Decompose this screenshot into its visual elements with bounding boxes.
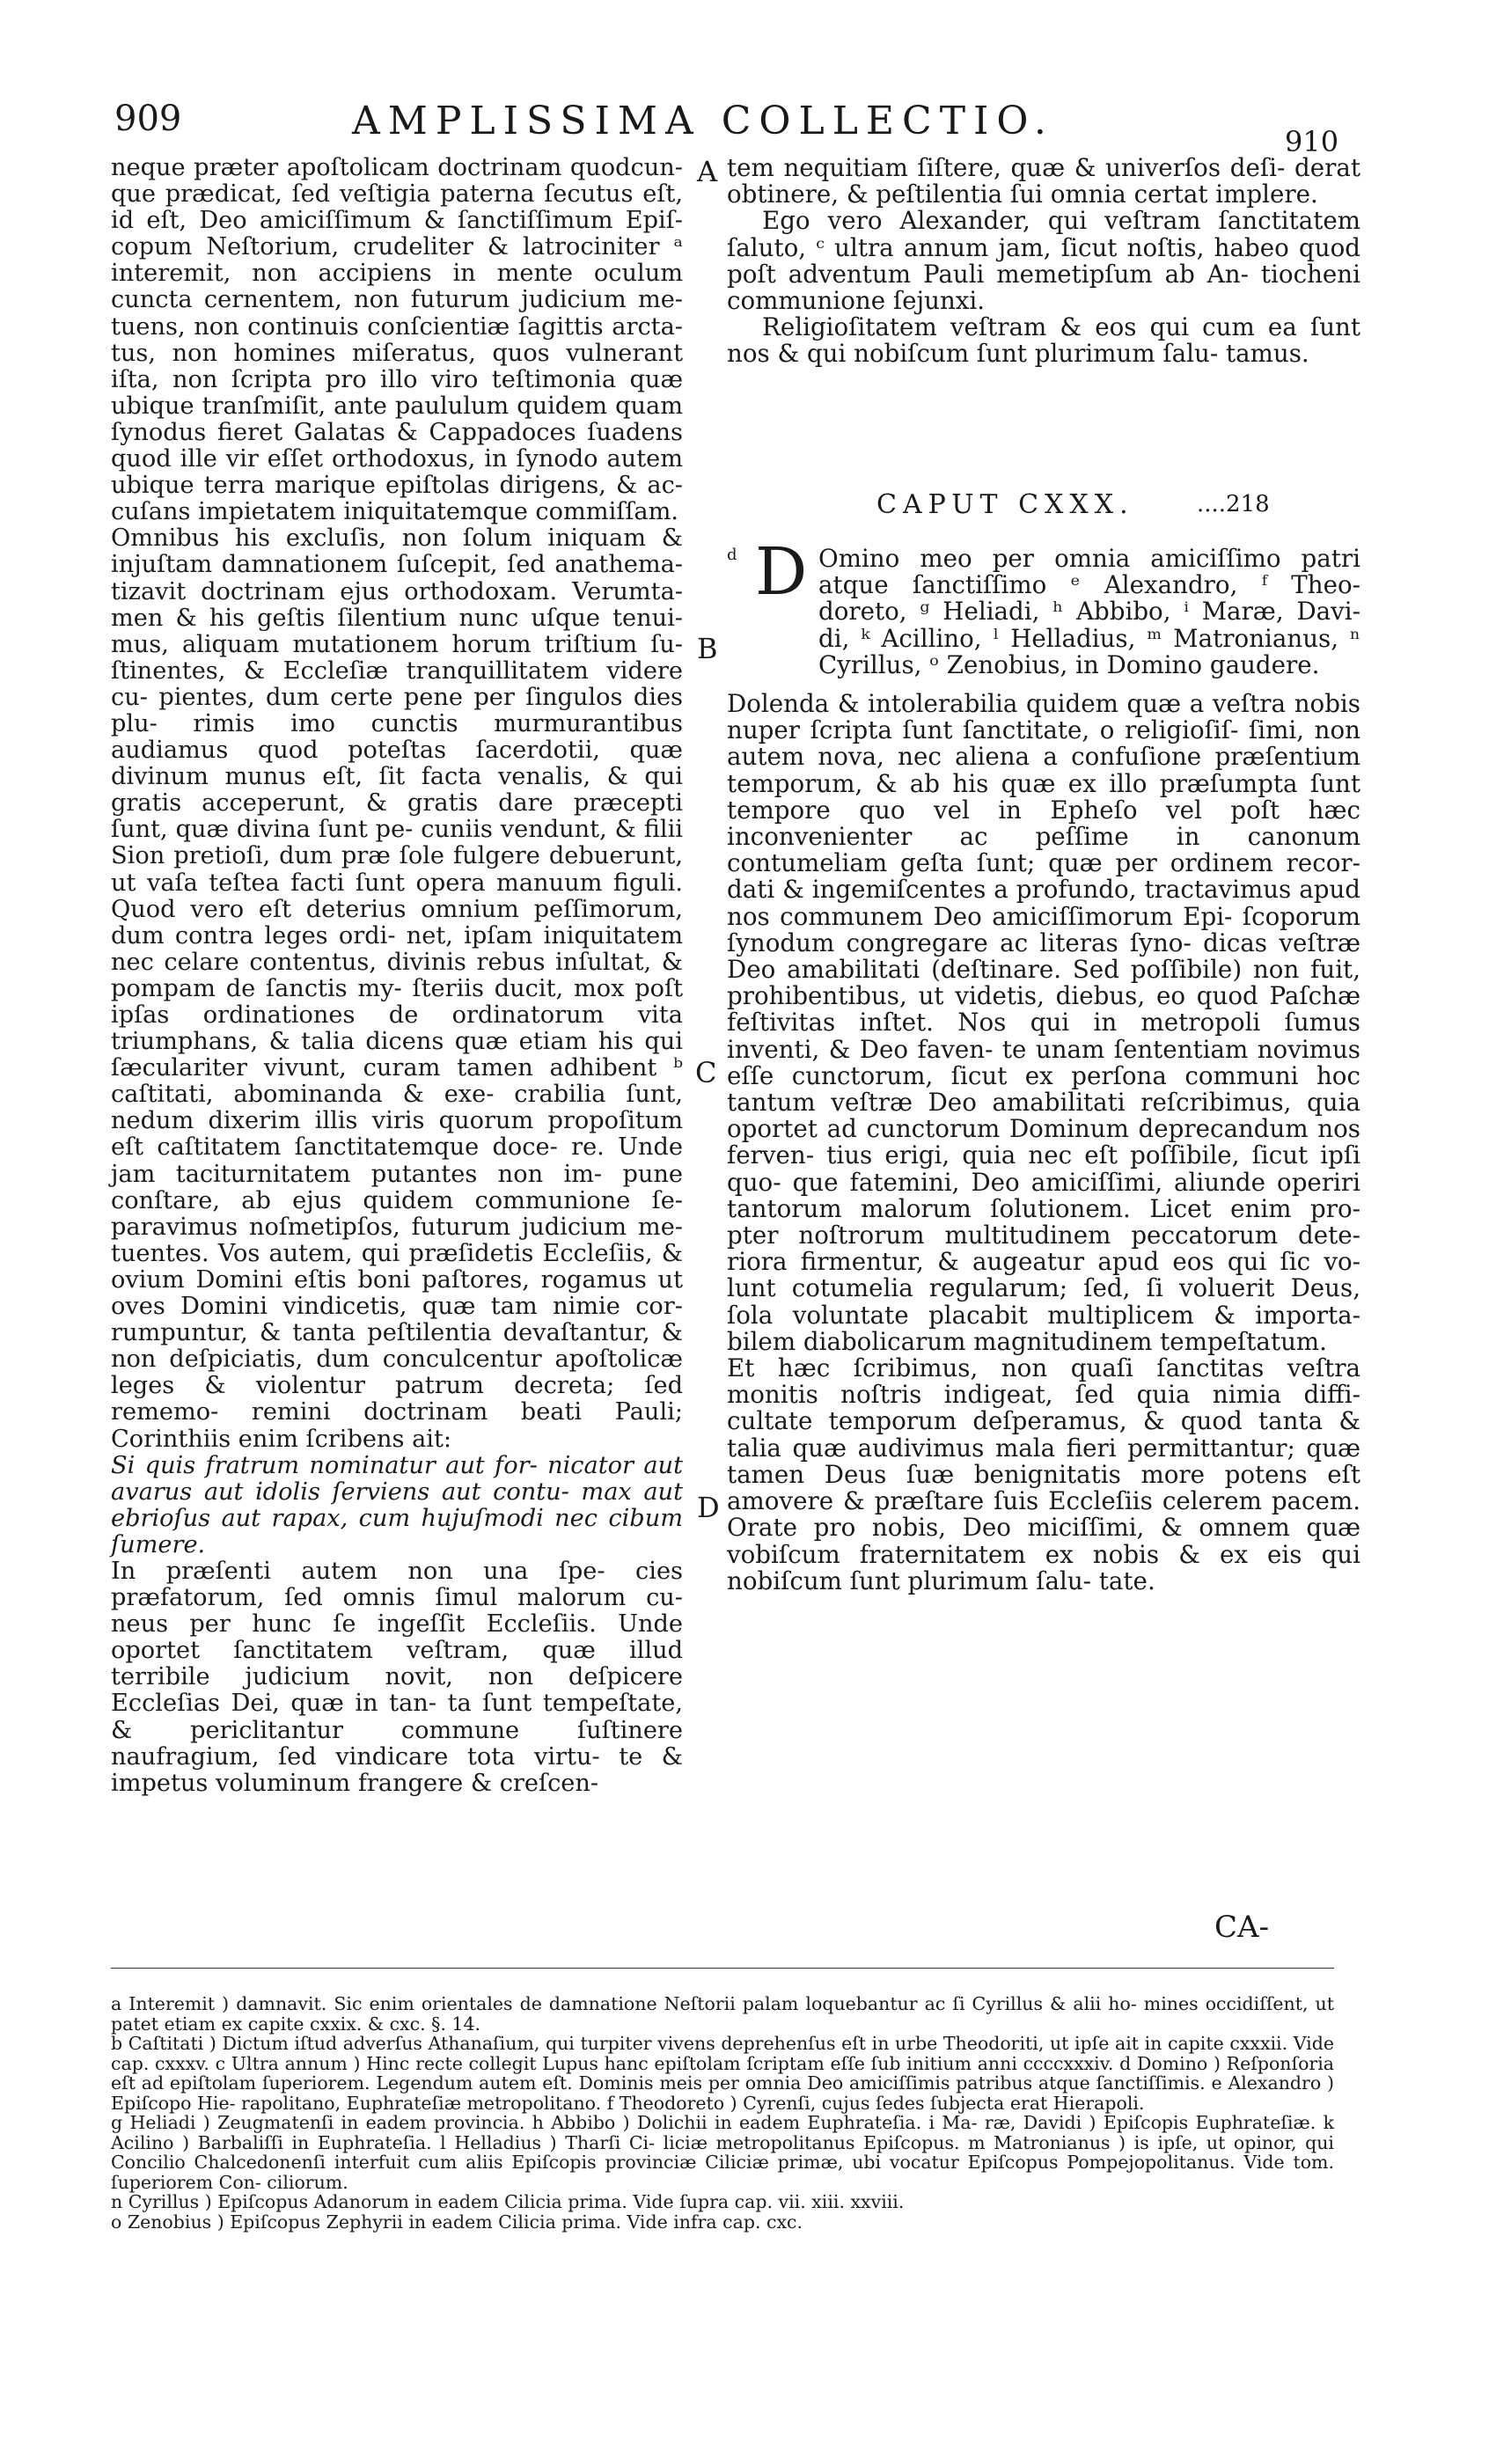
- running-title: AMPLISSIMA COLLECTIO.: [352, 99, 1054, 143]
- right-paragraph-2: Ego vero Alexander, qui veſtram ſanctitatem ſaluto, ᶜ ultra annum jam, ſicut noſtis, habeo quod poſt adventum Pauli memetipſum ab An- tiocheni communione ſejunxi.: [727, 206, 1360, 316]
- catchword: CA-: [1214, 1910, 1270, 1945]
- margin-letter-b: B: [697, 632, 718, 665]
- letter-salutation: [818, 546, 1360, 678]
- footnote-g-m: g Heliadi ) Zeugmatenſi in eadem provincia. h Abbibo ) Dolichii in eadem Euphrateſia. i Ma- ræ, Davidi ) Epiſcopis Euphrateſiæ. k Acilino ) Barbaliſſi in Euphrateſia. l Helladius ) Tharſi Ci- liciæ metropolitanus Epiſcopus. m Matronianus ) is ipſe, ut opinor, qui Concilio Chalcedonenſi interfuit cum aliis Epiſcopis provinciæ Ciliciæ primæ, ubi vocatur Epiſcopus Pompejopolitanus. Vide tom. ſuperiorem Con- ciliorum.: [111, 2112, 1334, 2193]
- footnote-o: o Zenobius ) Epiſcopus Zephyrii in eadem Cilicia prima. Vide infra cap. cxc.: [111, 2211, 803, 2233]
- letter-opening: Omino meo per omnia amiciſſimo patri atque ſanctiſſimo ᵉ Alexandro, ᶠ Theo- doreto, ᵍ Heliadi, ʰ Abbibo, ⁱ Maræ, Davi- di, ᵏ Acillino, ˡ Helladius, ᵐ Matronianus, ⁿ Cyrillus, ᵒ Zenobius, in Domino gaudere.: [818, 544, 1360, 679]
- margin-letter-d: D: [697, 1491, 720, 1524]
- footnote-b-f: b Caſtitati ) Dictum iſtud adverſus Athanaſium, qui turpiter vivens deprehenſus eſt in urbe Theodoriti, ut ipſe ait in capite cxxxii. Vide cap. cxxxv. c Ultra annum ) Hinc recte collegit Lupus hanc epiſtolam ſcriptam eſſe ſub initium anni ccccxxxiv. d Domino ) Reſponſoria eſt ad epiſtolam ſuperiorem. Legendum autem eſt. Dominis meis per omnia Deo amiciſſimis patribus atque ſanctiſſimis. e Alexandro ) Epiſcopo Hie- rapolitano, Euphrateſiæ metropolitano. f Theodoreto ) Cyrenſi, cujus ſedes ſubjecta erat Hierapoli.: [111, 2033, 1334, 2114]
- left-paragraph-1: neque præter apoſtolicam doctrinam quodcun- que prædicat, ſed veſtigia paterna ſecutus eſt, id eſt, Deo amiciſſimum & ſanctiſſimum Epiſ- copum Neſtorium, crudeliter & latrociniter ᵃ interemit, non accipiens in mente oculum cuncta cernentem, non futurum judicium me- tuens, non continuis conſcientiæ ſagittis arcta- tus, non homines miſeratus, quos vulnerant iſta, non ſcripta pro illo viro teſtimonia quæ ubique tranſmiſit, ante paululum quidem quam ſynodus fieret Galatas & Cappadoces ſuadens quod ille vir eſſet orthodoxus, in ſynodo autem ubique terra marique epiſtolas dirigens, & ac- cuſans impietatem iniquitatemque commiſſam.: [111, 154, 683, 526]
- right-paragraph-3: Religioſitatem veſtram & eos qui cum ea ſunt nos & qui nobiſcum ſunt plurimum ſalu- tamus.: [727, 312, 1360, 369]
- footnote-rule: [111, 1968, 1334, 1969]
- page-number-right: 910: [1285, 125, 1339, 158]
- left-column: [111, 155, 683, 1797]
- right-column-top: [727, 155, 1360, 368]
- footnote-n: n Cyrillus ) Epiſcopus Adanorum in eadem Cilicia prima. Vide ſupra cap. vii. xiii. xxviii.: [111, 2191, 905, 2212]
- left-paragraph-quote: Si quis fratrum nominatur aut for- nicator aut avarus aut idolis ſerviens aut contu- max aut ebrioſus aut rapax, cum hujuſmodi nec cibum ſumere.: [111, 1451, 683, 1558]
- page-number-left: 909: [114, 99, 182, 139]
- margin-letter-a: A: [697, 155, 718, 188]
- letter-body: [727, 691, 1360, 1595]
- footnotes: [111, 1994, 1334, 2232]
- letter-paragraph-2: Et hæc ſcribimus, non quaſi ſanctitas veſtra monitis noſtris indigeat, ſed quia nimia diffi- cultate temporum deſperamus, & quod tanta & talia quæ audivimus mala fieri permittantur; quæ tamen Deus ſuæ benignitatis more potens eſt amovere & præſtare ſuis Eccleſiis celerem pacem. Orate pro nobis, Deo miciſſimi, & omnem quæ vobiſcum fraternitatem ex nobis & ex eis qui nobiſcum ſunt plurimum ſalu- tate.: [727, 1353, 1360, 1595]
- margin-letter-c: C: [695, 1056, 717, 1089]
- caput-reference: ....218: [1197, 491, 1270, 517]
- drop-capital: D: [755, 534, 808, 610]
- note-marker-d: d: [727, 546, 737, 564]
- letter-paragraph-1: Dolenda & intolerabilia quidem quæ a veſtra nobis nuper ſcripta ſunt ſanctitate, o religioſiſ- ſimi, non autem nova, nec aliena a confuſione præſentium temporum, & ab his quæ ex illo præſumpta ſunt tempore quo vel in Epheſo vel poſt hæc inconvenienter ac peſſime in canonum contumeliam geſta ſunt; quæ per ordinem recor- dati & ingemiſcentes a profundo, tractavimus apud nos communem Deo amiciſſimorum Epi- ſcoporum ſynodum congregare ac literas ſyno- dicas veſtræ Deo amabilitati (deſtinare. Sed poſſibile) non fuit, prohibentibus, ut videtis, diebus, eo quod Paſchæ feſtivitas inſtet. Nos qui in metropoli ſumus inventi, & Deo faven- te unam ſententiam novimus eſſe cunctorum, ſicut ex perſona communi hoc tantum veſtræ Deo amabilitati reſcribimus, quia oportet ad cunctorum Dominum deprecandum nos ferven- tius erigi, quia nec eſt poſſibile, ſicut ipſi quo- que fatemini, Deo amiciſſimi, aliunde operiri tantorum malorum ſolutionem. Licet enim pro- pter noſtrorum multitudinem peccatorum dete- riora firmentur, & augeatur apud eos qui ſic vo- lunt cotumelia regularum; ſed, ſi voluerit Deus, ſola voluntate placabit multiplicem & importa- bilem diabolicarum magnitudinem tempeſtatum.: [727, 689, 1360, 1356]
- caput-heading: CAPUT CXXX.: [876, 489, 1134, 520]
- running-head: [0, 99, 1496, 158]
- right-paragraph-1: tem nequitiam ſiſtere, quæ & univerſos deſi- derat obtinere, & peſtilentia ſui omnia certat implere.: [727, 153, 1360, 209]
- left-paragraph-2: Omnibus his excluſis, non ſolum iniquam & injuſtam damnationem ſuſcepit, ſed anathema- tizavit doctrinam ejus orthodoxam. Verumta- men & his geſtis ſilentium nunc uſque tenui- mus, aliquam mutationem horum triſtium ſu- ſtinentes, & Eccleſiæ tranquillitatem videre cu- pientes, dum certe pene per ſingulos dies plu- rimis imo cunctis murmurantibus audiamus quod poteſtas ſacerdotii, quæ divinum munus eſt, ſit facta venalis, & qui gratis acceperunt, & gratis dare præcepti ſunt, quæ divina ſunt pe- cuniis vendunt, & filii Sion pretioſi, dum præ ſole fulgere debuerunt, ut vaſa teſtea facti ſunt opera manuum figuli. Quod vero eſt deterius omnium peſſimorum, dum contra leges ordi- net, ipſam iniquitatem nec celare contentus, divinis rebus inſultat, & pompam de ſanctis my- ſteriis ducit, mox poſt ipſas ordinationes de ordinatorum vita triumphans, & talia dicens quæ etiam his qui ſæculariter vivunt, curam tamen adhibent ᵇ caſtitati, abominanda & exe- crabilia ſunt, nedum dixerim illis viris quorum propoſitum eſt caſtitatem ſanctitatemque doce- re. Unde jam taciturnitatem putantes non im- pune conſtare, ab ejus quidem communione ſe- paravimus noſmetipſos, futurum judicium me- tuentes. Vos autem, qui præſidetis Eccleſiis, & ovium Domini eſtis boni paſtores, rogamus ut oves Domini vindicetis, quæ tam nimie cor- rumpuntur, & tanta peſtilentia devaſtantur, & non deſpiciatis, dum conculcentur apoſtolicæ leges & violentur patrum decreta; ſed rememo- remini doctrinam beati Pauli; Corinthiis enim ſcribens ait:: [111, 524, 683, 1453]
- footnote-a: a Interemit ) damnavit. Sic enim orientales de damnatione Neſtorii palam loquebantur ac ſi Cyrillus & alii ho- mines occidiſſent, ut patet etiam ex capite cxxix. & cxc. §. 14.: [111, 1993, 1334, 2035]
- left-paragraph-3: In præſenti autem non una ſpe- cies præfatorum, ſed omnis ſimul malorum cu- neus per hunc ſe ingeſſit Eccleſiis. Unde oportet ſanctitatem veſtram, quæ illud terribile judicium novit, non deſpicere Eccleſias Dei, quæ in tan- ta ſunt tempeſtate, & periclitantur commune ſuſtinere naufragium, ſed vindicare tota virtu- te & impetus voluminum frangere & creſcen-: [111, 1557, 683, 1797]
